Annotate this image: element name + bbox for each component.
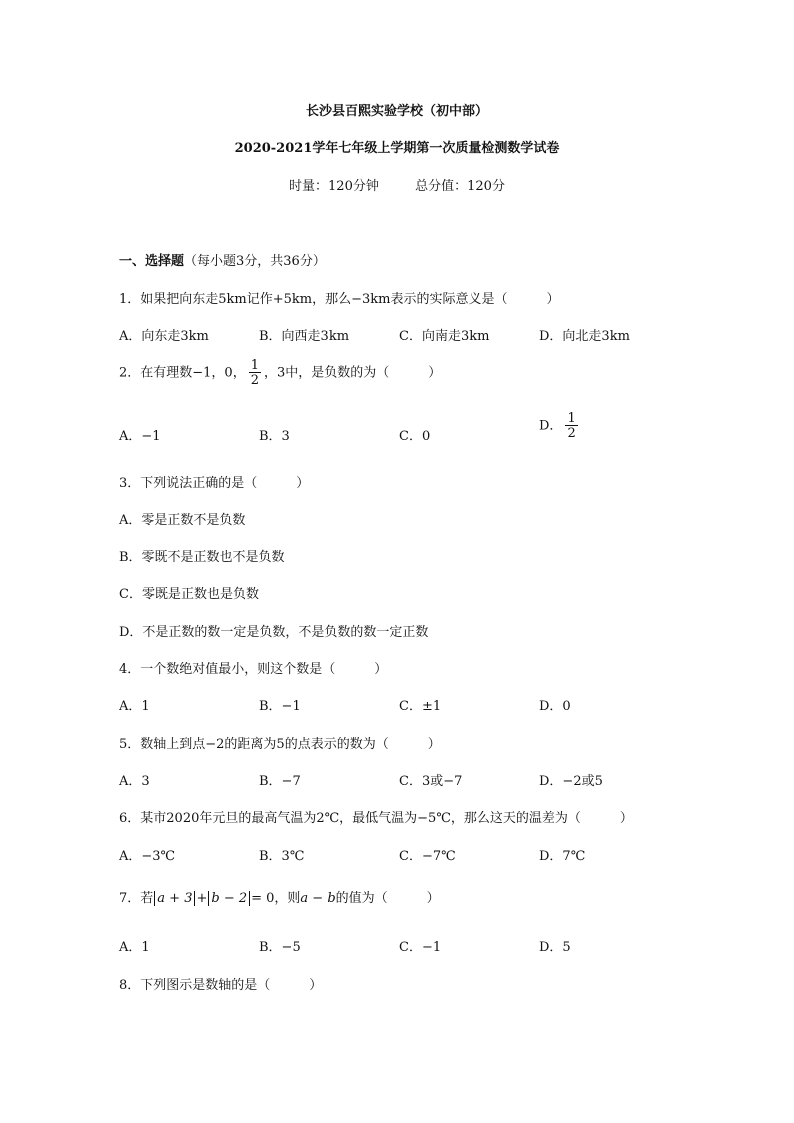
q1-option-a: A．向东走3km [119, 329, 209, 344]
q7-abs-b: b − 2 [208, 891, 250, 906]
q2-frac-num: 1 [250, 358, 259, 373]
question-5-stem: 5．数轴上到点−2的距离为5的点表示的数为（ ） [119, 737, 441, 752]
q6-option-a: A．−3℃ [119, 849, 176, 864]
q1-option-b: B．向西走3km [259, 329, 350, 344]
q2-optd-den: 2 [567, 426, 576, 441]
q4-option-d: D．0 [539, 699, 571, 714]
q7-plus: + [196, 891, 208, 906]
question-7-stem [119, 887, 440, 906]
question-8-stem: 8．下列图示是数轴的是（ ） [119, 978, 323, 993]
school-title: 长沙县百熙实验学校（初中部） [305, 104, 488, 119]
q2-stem-post: ，3中，是负数的为（ ） [264, 365, 442, 381]
q7-option-a: A．1 [119, 940, 150, 955]
q5-option-a: A．3 [119, 774, 150, 789]
q3-option-b: B．零既不是正数也不是负数 [119, 550, 285, 565]
q3-option-c: C．零既是正数也是负数 [119, 587, 259, 602]
q5-option-d: D．−2或5 [539, 774, 603, 789]
q7-stem-post: 的值为（ ） [335, 891, 440, 906]
section-heading [119, 250, 326, 269]
q6-option-c: C．−7℃ [399, 849, 456, 864]
question-4-stem: 4．一个数绝对值最小，则这个数是（ ） [119, 662, 388, 677]
q4-option-a: A．1 [119, 699, 150, 714]
q2-option-d [539, 412, 581, 440]
exam-title: 2020-2021学年七年级上学期第一次质量检测数学试卷 [234, 141, 560, 156]
score-label: 总分值：120分 [415, 179, 505, 194]
section-note: （每小题3分，共36分） [184, 254, 326, 269]
q4-option-c: C．±1 [399, 699, 442, 714]
q1-option-c: C．向南走3km [399, 329, 490, 344]
q7-equals: = 0，则 [251, 891, 301, 906]
q2-option-a: A．−1 [119, 429, 161, 444]
section-title: 一、选择题 [119, 254, 185, 269]
q7-expression: a − b [300, 891, 336, 906]
time-label: 时量：120分钟 [289, 179, 379, 194]
q2-fraction [249, 359, 261, 387]
q7-option-b: B．−5 [259, 940, 301, 955]
q4-option-b: B．−1 [259, 699, 301, 714]
q2-option-c: C．0 [399, 429, 431, 444]
q7-option-c: C．−1 [399, 940, 442, 955]
q5-option-b: B．−7 [259, 774, 301, 789]
q7-option-d: D．5 [539, 940, 571, 955]
q7-abs-a: a + 3 [154, 891, 195, 906]
exam-meta [0, 175, 794, 194]
q6-option-d: D．7℃ [539, 849, 586, 864]
question-3-stem: 3．下列说法正确的是（ ） [119, 476, 310, 491]
q2-frac-den: 2 [250, 373, 259, 388]
q2-option-b: B．3 [259, 429, 290, 444]
question-1-stem: 1．如果把向东走5km记作+5km，那么−3km表示的实际意义是（ ） [119, 292, 560, 307]
q6-option-b: B．3℃ [259, 849, 305, 864]
q3-option-d: D．不是正数的数一定是负数，不是负数的数一定正数 [119, 625, 429, 640]
q2-option-d-fraction [565, 412, 577, 440]
q7-stem-pre: 7．若 [119, 891, 154, 906]
q5-option-c: C．3或−7 [399, 774, 463, 789]
q2-optd-num: 1 [567, 411, 576, 426]
q2-stem-pre: 2．在有理数−1，0， [119, 365, 246, 381]
q2-option-d-label: D． [539, 418, 563, 434]
q3-option-a: A．零是正数不是负数 [119, 513, 246, 528]
question-6-stem: 6．某市2020年元旦的最高气温为2℃，最低气温为−5℃，那么这天的温差为（ ） [119, 811, 633, 826]
q1-option-d: D．向北走3km [539, 329, 630, 344]
question-2-stem [119, 359, 441, 387]
